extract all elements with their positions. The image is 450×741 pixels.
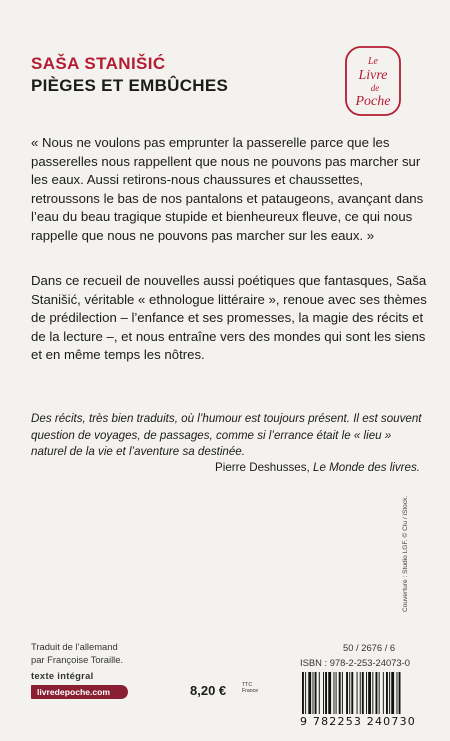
- barcode-bar: [319, 672, 320, 714]
- logo-text-le: Le: [368, 56, 378, 67]
- price: 8,20 €: [190, 683, 227, 698]
- barcode-bar: [383, 672, 384, 714]
- barcode-bar: [372, 672, 373, 714]
- translation-line-1: Traduit de l’allemand: [31, 641, 118, 652]
- author-name: SAŠA STANIŠIĆ: [31, 54, 166, 73]
- logo-text-de: de: [370, 83, 380, 93]
- logo-text-poche: Poche: [355, 94, 391, 109]
- price-note: [242, 683, 258, 694]
- barcode-bar: [357, 672, 358, 714]
- book-title: PIÈGES ET EMBÛCHES: [31, 76, 229, 95]
- barcode-bar: [349, 672, 350, 714]
- review-publication: Le Monde des livres.: [313, 461, 420, 474]
- quote-paragraph: « Nous ne voulons pas emprunter la passerelle parce que les passerelles nous rappellent que nous ne pouvons pas marcher sur les eaux. Aussi retirons-nous chaussures et chaussettes, retroussons le bas de nos pantalons et pataugeons, avançant dans l’eau du beau tragique stupide et bienheureux fleuve, ce qui nous rappelle que nous ne pouvons pas marcher sur les eaux. »: [31, 135, 424, 243]
- review-author: Pierre Deshusses,: [215, 461, 310, 474]
- barcode-bar: [313, 672, 314, 714]
- barcode-bar: [399, 672, 401, 714]
- livre-de-poche-logo: [345, 46, 401, 116]
- barcode-bar: [397, 672, 398, 714]
- price-note-ttc: TTC: [242, 682, 253, 688]
- barcode-bar: [308, 672, 311, 714]
- barcode-bar: [391, 672, 394, 714]
- barcode-bar: [360, 672, 361, 714]
- barcode-bar: [376, 672, 378, 714]
- barcode-bar: [389, 672, 390, 714]
- price-note-france: France: [242, 687, 259, 694]
- barcode-bar: [305, 672, 306, 714]
- barcode: [298, 672, 424, 716]
- barcode-bar: [346, 672, 348, 714]
- barcode-bar: [339, 672, 341, 714]
- barcode-bar: [325, 672, 327, 714]
- barcode-bar: [336, 672, 337, 714]
- website-badge[interactable]: livredepoche.com: [31, 685, 128, 699]
- barcode-bar: [379, 672, 380, 714]
- translation-line-2: par Françoise Toraille.: [31, 654, 124, 665]
- translation-credit: [31, 640, 123, 666]
- review-quote: Des récits, très bien traduits, où l’humour est toujours présent. Il est souvent question de voyages, de passages, comme si l’errance était le « lieu » naturel de la vie et l’aventure sa destinée.: [31, 412, 422, 459]
- barcode-bar: [351, 672, 353, 714]
- isbn: ISBN : 978-2-253-24073-0: [300, 657, 410, 668]
- barcode-bar: [323, 672, 324, 714]
- integral-text-label: texte intégral: [31, 670, 94, 681]
- barcode-bar: [302, 672, 304, 714]
- review-attribution: [215, 460, 420, 477]
- barcode-bar: [315, 672, 317, 714]
- barcode-bar: [342, 672, 343, 714]
- logo-text-livre: Livre: [358, 68, 388, 83]
- barcode-bar: [362, 672, 364, 714]
- barcode-bar: [366, 672, 367, 714]
- barcode-bar: [386, 672, 388, 714]
- barcode-bar: [334, 672, 335, 714]
- barcode-number: 9 782253 240730: [300, 715, 416, 728]
- barcode-bar: [328, 672, 331, 714]
- description-paragraph: Dans ce recueil de nouvelles aussi poétiques que fantasques, Saša Stanišić, véritable « ethnologue littéraire », renoue avec ses thèmes de prédilection – l’enfance et ses promesses, la magie des récits et de la lecture –, et nous entraîne vers des mondes qui sont les siens et en même temps les nôtres.: [31, 273, 427, 363]
- reference-number: 50 / 2676 / 6: [343, 642, 396, 653]
- barcode-bar: [368, 672, 371, 714]
- cover-credit: Couverture : Studio LGF. © Clu / iStock.: [402, 495, 409, 612]
